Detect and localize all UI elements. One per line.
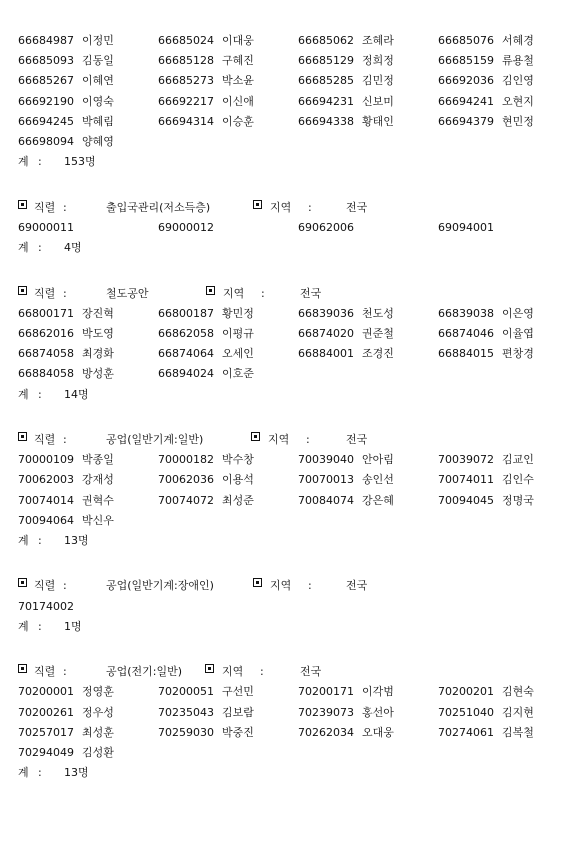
roster-entry (18, 513, 114, 529)
candidate-name: 양혜영 (82, 135, 114, 148)
roster-entry (298, 472, 394, 488)
total-count: 13명 (64, 766, 89, 780)
colon: : (63, 579, 67, 593)
square-bullet-icon (18, 286, 27, 295)
roster-entry (158, 684, 254, 700)
colon: : (260, 665, 264, 679)
candidate-name: 박도영 (82, 326, 114, 340)
candidate-name: 박종일 (82, 453, 114, 467)
roster-entry (158, 73, 254, 89)
candidate-name: 홍선아 (362, 705, 394, 719)
roster-entry (438, 53, 534, 69)
roster-entry (18, 33, 114, 49)
candidate-name: 김인수 (502, 473, 534, 487)
roster-entry (158, 220, 214, 236)
roster-entry (18, 684, 114, 700)
candidate-name: 황태인 (362, 114, 394, 128)
region-label: 지역 (270, 200, 292, 214)
region-label: 지역 (268, 432, 290, 446)
roster-entry (158, 705, 254, 721)
series-label: 직렬 (34, 286, 56, 300)
roster-entry (298, 53, 394, 69)
candidate-name: 오대웅 (362, 725, 394, 739)
total-label: 계 (18, 766, 29, 780)
roster-entry (158, 114, 254, 130)
candidate-name: 조경진 (362, 347, 394, 361)
candidate-name: 이호준 (222, 367, 254, 381)
candidate-name: 김복철 (502, 725, 534, 739)
colon: : (63, 200, 67, 214)
roster-entry (438, 705, 534, 721)
candidate-number: 66694314 (158, 114, 214, 128)
candidate-number: 70200201 (438, 685, 494, 699)
series-label: 직렬 (34, 432, 56, 446)
roster-entry (298, 306, 394, 322)
roster-entry (158, 53, 254, 69)
candidate-number: 70070013 (298, 473, 354, 487)
candidate-number: 70251040 (438, 705, 494, 719)
candidate-number: 70259030 (158, 725, 214, 739)
series-name: 공업(일반기계:일반) (106, 432, 204, 446)
roster-entry (18, 452, 114, 468)
colon: : (308, 579, 312, 593)
series-name: 공업(전기:일반) (106, 665, 183, 679)
candidate-name: 이정민 (82, 34, 114, 47)
roster-entry (438, 452, 534, 468)
roster-entry (438, 306, 534, 322)
candidate-number: 70174002 (18, 599, 74, 613)
candidate-number: 66800171 (18, 306, 74, 320)
candidate-name: 류용철 (502, 54, 534, 68)
total-count: 13명 (64, 533, 89, 547)
candidate-number: 66685076 (438, 34, 494, 47)
candidate-name: 강재성 (82, 473, 114, 487)
candidate-number: 66694231 (298, 94, 354, 108)
candidate-number: 66692036 (438, 74, 494, 88)
region-name: 전국 (300, 286, 322, 300)
candidate-number: 70062003 (18, 473, 74, 487)
candidate-number: 70074011 (438, 473, 494, 487)
colon: : (38, 619, 42, 633)
candidate-name: 최성준 (222, 493, 254, 507)
total-count: 14명 (64, 387, 89, 401)
series-name: 철도공안 (106, 286, 149, 300)
candidate-number: 70200001 (18, 685, 74, 699)
candidate-number: 70000182 (158, 453, 214, 467)
candidate-number: 66685062 (298, 34, 354, 47)
colon: : (38, 387, 42, 401)
colon: : (308, 200, 312, 214)
region-name: 전국 (346, 200, 368, 214)
roster-entry (438, 33, 534, 49)
roster-entry (438, 725, 534, 741)
colon: : (38, 766, 42, 780)
square-bullet-icon (206, 286, 215, 295)
series-name: 출입국관리(저소득층) (106, 200, 211, 214)
roster-entry (158, 472, 254, 488)
candidate-name: 이용석 (222, 473, 254, 487)
roster-entry (18, 94, 114, 110)
candidate-name: 박혜림 (82, 114, 114, 128)
roster-entry (438, 493, 534, 509)
candidate-number: 66884015 (438, 347, 494, 361)
candidate-name: 김성환 (82, 746, 114, 760)
candidate-name: 권준철 (362, 326, 394, 340)
candidate-name: 최성훈 (82, 725, 114, 739)
region-label: 지역 (223, 286, 245, 300)
candidate-name: 현민정 (502, 114, 534, 128)
roster-entry (158, 346, 254, 362)
region-name: 전국 (300, 665, 322, 679)
candidate-name: 천도성 (362, 306, 394, 320)
candidate-name: 황민정 (222, 306, 254, 320)
series-name: 공업(일반기계:장애인) (106, 579, 214, 593)
candidate-name: 정영훈 (82, 685, 114, 699)
candidate-number: 66685267 (18, 74, 74, 88)
region-name: 전국 (346, 432, 368, 446)
candidate-number: 66874064 (158, 347, 214, 361)
roster-entry (438, 326, 534, 342)
square-bullet-icon (205, 664, 214, 673)
total-count: 4명 (64, 241, 82, 255)
candidate-number: 69062006 (298, 220, 354, 234)
candidate-number: 66685024 (158, 34, 214, 47)
roster-entry (298, 114, 394, 130)
candidate-name: 구혜진 (222, 54, 254, 68)
candidate-name: 김인영 (502, 74, 534, 88)
roster-entry (438, 94, 534, 110)
candidate-number: 66685273 (158, 74, 214, 88)
roster-entry (298, 73, 394, 89)
candidate-number: 66692217 (158, 94, 214, 108)
candidate-name: 정명국 (502, 493, 534, 507)
colon: : (306, 432, 310, 446)
colon: : (38, 241, 42, 255)
roster-entry (18, 73, 114, 89)
roster-entry (158, 306, 254, 322)
roster-entry (158, 725, 254, 741)
candidate-number: 70200171 (298, 685, 354, 699)
colon: : (63, 432, 67, 446)
region-label: 지역 (270, 579, 292, 593)
roster-entry (298, 326, 394, 342)
roster-entry (18, 493, 114, 509)
candidate-number: 66698094 (18, 135, 74, 148)
candidate-number: 70094064 (18, 513, 74, 527)
total-label: 계 (18, 241, 29, 255)
candidate-number: 70239073 (298, 705, 354, 719)
roster-entry (18, 306, 114, 322)
candidate-number: 70074072 (158, 493, 214, 507)
roster-entry (438, 684, 534, 700)
candidate-number: 70294049 (18, 746, 74, 760)
colon: : (38, 155, 42, 169)
candidate-number: 66685285 (298, 74, 354, 88)
candidate-name: 이율엽 (502, 326, 534, 340)
roster-entry (158, 326, 254, 342)
candidate-number: 66874046 (438, 326, 494, 340)
candidate-number: 66894024 (158, 367, 214, 381)
roster-entry (18, 134, 114, 150)
candidate-name: 박중진 (222, 725, 254, 739)
candidate-number: 66694379 (438, 114, 494, 128)
candidate-name: 권혁수 (82, 493, 114, 507)
roster-entry (158, 33, 254, 49)
colon: : (63, 665, 67, 679)
roster-entry (438, 346, 534, 362)
series-label: 직렬 (34, 200, 56, 214)
candidate-name: 조혜라 (362, 34, 394, 47)
candidate-number: 70084074 (298, 493, 354, 507)
candidate-name: 서혜경 (502, 34, 534, 47)
total-count: 1명 (64, 619, 82, 633)
roster-entry (18, 53, 114, 69)
roster-entry (18, 705, 114, 721)
roster-entry (298, 452, 394, 468)
square-bullet-icon (18, 664, 27, 673)
candidate-number: 66862016 (18, 326, 74, 340)
candidate-name: 박신우 (82, 513, 114, 527)
roster-entry (298, 725, 394, 741)
candidate-number: 70200261 (18, 705, 74, 719)
candidate-number: 66874020 (298, 326, 354, 340)
candidate-number: 66684987 (18, 34, 74, 47)
candidate-number: 69000012 (158, 220, 214, 234)
total-label: 계 (18, 387, 29, 401)
candidate-name: 이각범 (362, 685, 394, 699)
candidate-name: 김지현 (502, 705, 534, 719)
candidate-name: 정희정 (362, 54, 394, 68)
candidate-number: 70262034 (298, 725, 354, 739)
colon: : (261, 286, 265, 300)
roster-entry (18, 725, 114, 741)
total-count: 153명 (64, 155, 96, 169)
roster-entry (438, 472, 534, 488)
candidate-name: 박수창 (222, 453, 254, 467)
series-label: 직렬 (34, 579, 56, 593)
candidate-number: 66685093 (18, 54, 74, 68)
candidate-name: 안아림 (362, 453, 394, 467)
square-bullet-icon (18, 578, 27, 587)
candidate-number: 66685128 (158, 54, 214, 68)
candidate-number: 66694241 (438, 94, 494, 108)
candidate-number: 66692190 (18, 94, 74, 108)
roster-entry (18, 745, 114, 761)
roster-entry (298, 684, 394, 700)
candidate-name: 이대웅 (222, 34, 254, 47)
roster-entry (158, 493, 254, 509)
square-bullet-icon (253, 200, 262, 209)
roster-entry (18, 472, 114, 488)
candidate-name: 송인선 (362, 473, 394, 487)
candidate-number: 70039072 (438, 453, 494, 467)
candidate-name: 이평규 (222, 326, 254, 340)
candidate-number: 66800187 (158, 306, 214, 320)
candidate-number: 70200051 (158, 685, 214, 699)
roster-entry (18, 366, 114, 382)
candidate-number: 69094001 (438, 220, 494, 234)
candidate-number: 69000011 (18, 220, 74, 234)
region-label: 지역 (222, 665, 244, 679)
candidate-number: 66884058 (18, 367, 74, 381)
candidate-name: 구선민 (222, 685, 254, 699)
candidate-number: 66884001 (298, 347, 354, 361)
candidate-number: 70039040 (298, 453, 354, 467)
region-name: 전국 (346, 579, 368, 593)
square-bullet-icon (253, 578, 262, 587)
candidate-number: 66839036 (298, 306, 354, 320)
roster-entry (18, 326, 114, 342)
candidate-number: 66839038 (438, 306, 494, 320)
roster-entry (438, 114, 534, 130)
candidate-name: 편창경 (502, 347, 534, 361)
candidate-name: 장진혁 (82, 306, 114, 320)
candidate-name: 정우성 (82, 705, 114, 719)
candidate-name: 오현지 (502, 94, 534, 108)
roster-entry (158, 94, 254, 110)
candidate-number: 70062036 (158, 473, 214, 487)
roster-entry (298, 705, 394, 721)
candidate-name: 최경화 (82, 347, 114, 361)
candidate-name: 이승훈 (222, 114, 254, 128)
candidate-number: 66685129 (298, 54, 354, 68)
roster-entry (438, 73, 534, 89)
candidate-name: 김동일 (82, 54, 114, 68)
candidate-number: 70274061 (438, 725, 494, 739)
roster-entry (438, 220, 494, 236)
candidate-name: 강은혜 (362, 493, 394, 507)
candidate-number: 66694245 (18, 114, 74, 128)
candidate-name: 김교인 (502, 453, 534, 467)
roster-entry (18, 346, 114, 362)
square-bullet-icon (18, 432, 27, 441)
candidate-name: 박소윤 (222, 74, 254, 88)
roster-entry (298, 220, 354, 236)
total-label: 계 (18, 155, 29, 169)
colon: : (38, 533, 42, 547)
square-bullet-icon (251, 432, 260, 441)
candidate-name: 이신애 (222, 94, 254, 108)
square-bullet-icon (18, 200, 27, 209)
total-label: 계 (18, 533, 29, 547)
candidate-number: 70094045 (438, 493, 494, 507)
candidate-name: 이혜연 (82, 74, 114, 88)
roster-entry (298, 493, 394, 509)
roster-entry (18, 599, 74, 615)
candidate-name: 이은영 (502, 306, 534, 320)
candidate-name: 방성훈 (82, 367, 114, 381)
candidate-number: 70074014 (18, 493, 74, 507)
candidate-number: 70000109 (18, 453, 74, 467)
candidate-number: 70235043 (158, 705, 214, 719)
candidate-name: 이영숙 (82, 94, 114, 108)
candidate-number: 66685159 (438, 54, 494, 68)
roster-entry (18, 220, 74, 236)
roster-entry (18, 114, 114, 130)
roster-entry (158, 452, 254, 468)
total-label: 계 (18, 619, 29, 633)
roster-entry (298, 346, 394, 362)
candidate-name: 신보미 (362, 94, 394, 108)
colon: : (63, 286, 67, 300)
candidate-name: 김현숙 (502, 685, 534, 699)
candidate-name: 김보람 (222, 705, 254, 719)
roster-entry (298, 33, 394, 49)
candidate-number: 66862058 (158, 326, 214, 340)
series-label: 직렬 (34, 665, 56, 679)
roster-entry (158, 366, 254, 382)
candidate-number: 70257017 (18, 725, 74, 739)
candidate-name: 김민정 (362, 74, 394, 88)
candidate-number: 66874058 (18, 347, 74, 361)
candidate-number: 66694338 (298, 114, 354, 128)
candidate-name: 오세인 (222, 347, 254, 361)
roster-entry (298, 94, 394, 110)
